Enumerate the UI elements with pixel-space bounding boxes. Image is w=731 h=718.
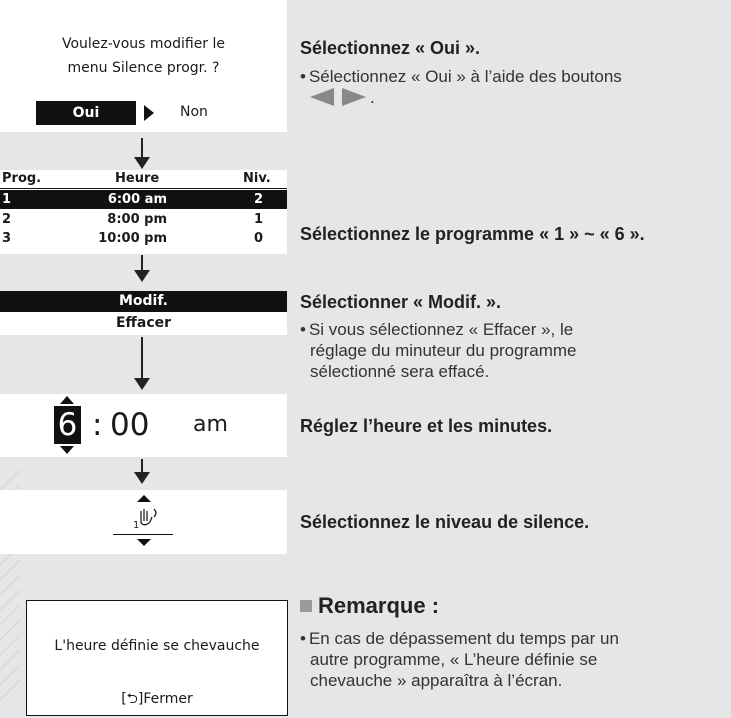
period: . [370, 88, 375, 107]
time-setting-screen [0, 394, 287, 457]
overlap-dialog-screen [26, 600, 288, 716]
down-arrow-icon [60, 446, 74, 454]
minutes-field[interactable]: 00 [110, 407, 150, 443]
overlap-message: L'heure définie se chevauche [54, 638, 260, 654]
silence-level-value: 1 [133, 520, 140, 531]
header-niv: Niv. [243, 171, 271, 186]
header-prog: Prog. [2, 171, 42, 186]
row-heure: 10:00 pm [98, 231, 167, 246]
step5-title: Sélectionnez le niveau de silence. [300, 512, 590, 532]
hour-field[interactable] [54, 406, 81, 444]
modify-dialog-screen [0, 0, 287, 132]
menu-item-effacer[interactable]: Effacer [115, 315, 172, 331]
remark-line3: chevauche » apparaîtra à l’écran. [310, 671, 563, 690]
step4-title: Réglez l’heure et les minutes. [300, 416, 553, 436]
oui-option[interactable] [36, 101, 136, 125]
flow-arrow [141, 459, 143, 473]
close-button[interactable] [27, 688, 287, 712]
hour-value: 6 [57, 407, 78, 443]
up-arrow-icon [60, 396, 74, 404]
remark-line1: • En cas de dépassement du temps par un [300, 628, 619, 649]
row-heure: 6:00 am [107, 192, 167, 207]
up-arrow-icon [137, 495, 151, 502]
step3-bullet-line2: réglage du minuteur du programme [310, 341, 577, 360]
table-row[interactable] [0, 229, 287, 248]
row-heure: 8:00 pm [107, 212, 167, 227]
time-colon: : [92, 407, 103, 443]
flow-arrow [141, 337, 143, 379]
menu-screen [0, 291, 287, 335]
left-right-buttons [310, 86, 390, 108]
remark-line2: autre programme, « L’heure définie se [310, 650, 598, 669]
row-prog: 1 [2, 192, 12, 207]
remark-square-icon [300, 600, 312, 612]
table-header [0, 170, 287, 189]
menu-item-modif[interactable]: Modif. [0, 291, 287, 312]
step3-title: Sélectionner « Modif. ». [300, 292, 502, 312]
down-arrow-icon [137, 539, 151, 546]
remark-heading [300, 593, 439, 619]
row-niv: 1 [254, 212, 264, 227]
left-arrow-icon [310, 88, 334, 106]
back-icon: [⮌] [121, 691, 144, 707]
flow-arrow [141, 255, 143, 271]
dialog-question-line2: menu Silence progr. ? [67, 60, 220, 76]
remark-title: Remarque : [318, 593, 440, 618]
step1-bullet: • Sélectionnez « Oui » à l’aide des boutons [300, 66, 622, 87]
step1-title: Sélectionnez « Oui ». [300, 38, 481, 58]
program-table-screen [0, 170, 287, 254]
row-niv: 0 [254, 231, 264, 246]
flow-arrow [141, 138, 143, 158]
step3-bullet-line1: • Si vous sélectionnez « Effacer », le [300, 319, 573, 340]
row-prog: 2 [2, 212, 12, 227]
table-row[interactable] [0, 210, 287, 229]
level-underline [113, 534, 173, 535]
step2-title: Sélectionnez le programme « 1 » ~ « 6 ». [300, 224, 645, 244]
ampm-label: am [193, 412, 228, 437]
arrow-right-icon [144, 105, 154, 121]
silence-level-screen [0, 490, 287, 554]
step3-bullet-line3: sélectionné sera effacé. [310, 362, 490, 381]
close-label: Fermer [143, 691, 193, 707]
row-prog: 3 [2, 231, 12, 246]
table-row[interactable] [0, 190, 287, 209]
oui-label: Oui [72, 105, 100, 121]
header-heure: Heure [115, 171, 160, 186]
dialog-question-line1: Voulez-vous modifier le [61, 36, 226, 52]
non-option[interactable]: Non [180, 104, 208, 120]
right-arrow-icon [342, 88, 366, 106]
row-niv: 2 [254, 192, 264, 207]
